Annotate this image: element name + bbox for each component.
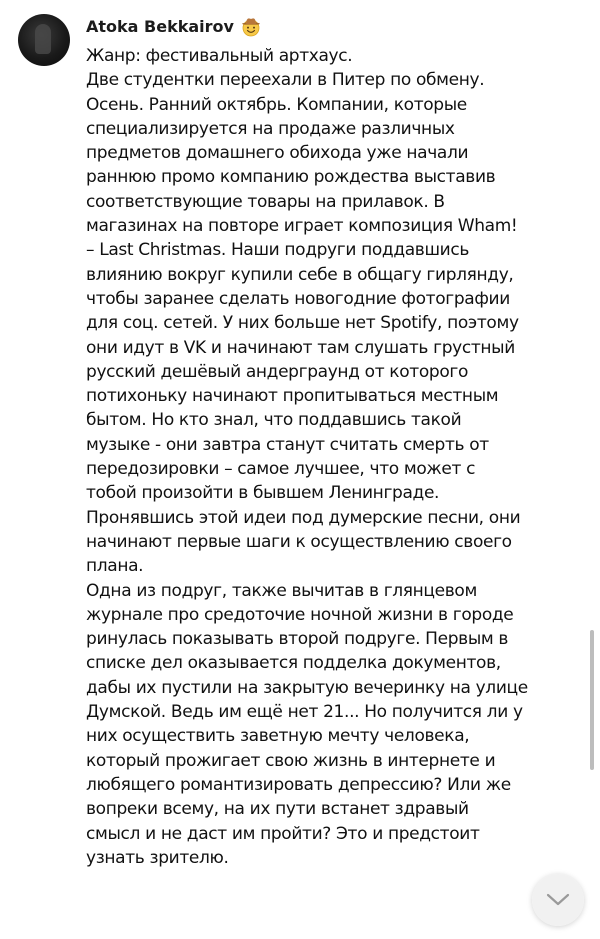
post-body-line: тобой произойти в бывшем Ленинграде. xyxy=(86,483,440,504)
post-body-line: предметов домашнего обихода уже начали xyxy=(86,143,469,164)
post-body xyxy=(86,44,596,870)
post-body-line: бытом. Но кто знал, что поддавшись такой xyxy=(86,410,462,431)
post-body-line: ринулась показывать второй подруге. Первым в xyxy=(86,629,509,650)
post-body-line: русский дешёвый андерграунд от которого xyxy=(86,361,468,382)
post-body-line: передозировки – самое лучшее, что может с xyxy=(86,459,476,480)
post-body-line: них осуществить заветную мечту человека, xyxy=(86,726,470,747)
post-body-line: журнале про средоточие ночной жизни в городе xyxy=(86,604,514,625)
post-body-line: Одна из подруг, также вычитав в глянцевом xyxy=(86,580,477,601)
scrollbar-thumb[interactable] xyxy=(590,630,594,770)
author-avatar[interactable] xyxy=(18,14,70,66)
post-body-line: который прожигает свою жизнь в интернете и xyxy=(86,750,496,771)
post-body-line: они идут в VK и начинают там слушать грустный xyxy=(86,337,515,358)
post-body-line: влиянию вокруг купили себе в общагу гирлянду, xyxy=(86,264,514,285)
post-body-line: плана. xyxy=(86,556,144,577)
post-body-line: музыке - они завтра станут считать смерть от xyxy=(86,434,489,455)
chevron-down-icon xyxy=(545,892,571,908)
post-body-line: узнать зрителю. xyxy=(86,847,229,868)
cowboy-hat-face-icon xyxy=(240,15,262,37)
post-body-line: магазинах на повторе играет композиция Wham! xyxy=(86,216,518,237)
post-body-line: для соц. сетей. У них больше нет Spotify, поэтому xyxy=(86,313,519,334)
post-body-line: Осень. Ранний октябрь. Компании, которые xyxy=(86,94,467,115)
post-body-line: соответствующие товары на прилавок. В xyxy=(86,191,445,212)
post-body-line: начинают первые шаги к осуществлению своего xyxy=(86,531,512,552)
author-header xyxy=(86,14,262,38)
post-body-line: чтобы заранее сделать новогодние фотографии xyxy=(86,288,510,309)
post-body-line: смысл и не даст им пройти? Это и предстоит xyxy=(86,823,480,844)
post-body-line: Думской. Ведь им ещё нет 21... Но получится ли у xyxy=(86,702,523,723)
avatar-figure xyxy=(35,24,51,54)
post-body-line: потихоньку начинают пропитываться местным xyxy=(86,386,499,407)
post-body-line: специализируется на продаже различных xyxy=(86,118,455,139)
post-body-line: дабы их пустили на закрытую вечеринку на улице xyxy=(86,677,528,698)
post-body-line: любящего романтизировать депрессию? Или же xyxy=(86,774,511,795)
post-body-line: – Last Christmas. Наши подруги поддавшись xyxy=(86,240,470,261)
post-body-line: списке дел оказывается подделка документов, xyxy=(86,653,501,674)
post-body-line: вопреки всему, на их пути встанет здравый xyxy=(86,799,469,820)
post-body-line: раннюю промо компанию рождества выставив xyxy=(86,167,496,188)
post-body-line: Жанр: фестивальный артхаус. xyxy=(86,46,353,66)
post-body-line: Две студентки переехали в Питер по обмену. xyxy=(86,70,485,91)
post-body-line: Пронявшись этой идеи под думерские песни, они xyxy=(86,507,521,528)
scroll-down-button[interactable] xyxy=(532,874,584,926)
author-name[interactable]: Atoka Bekkairov xyxy=(86,16,234,36)
